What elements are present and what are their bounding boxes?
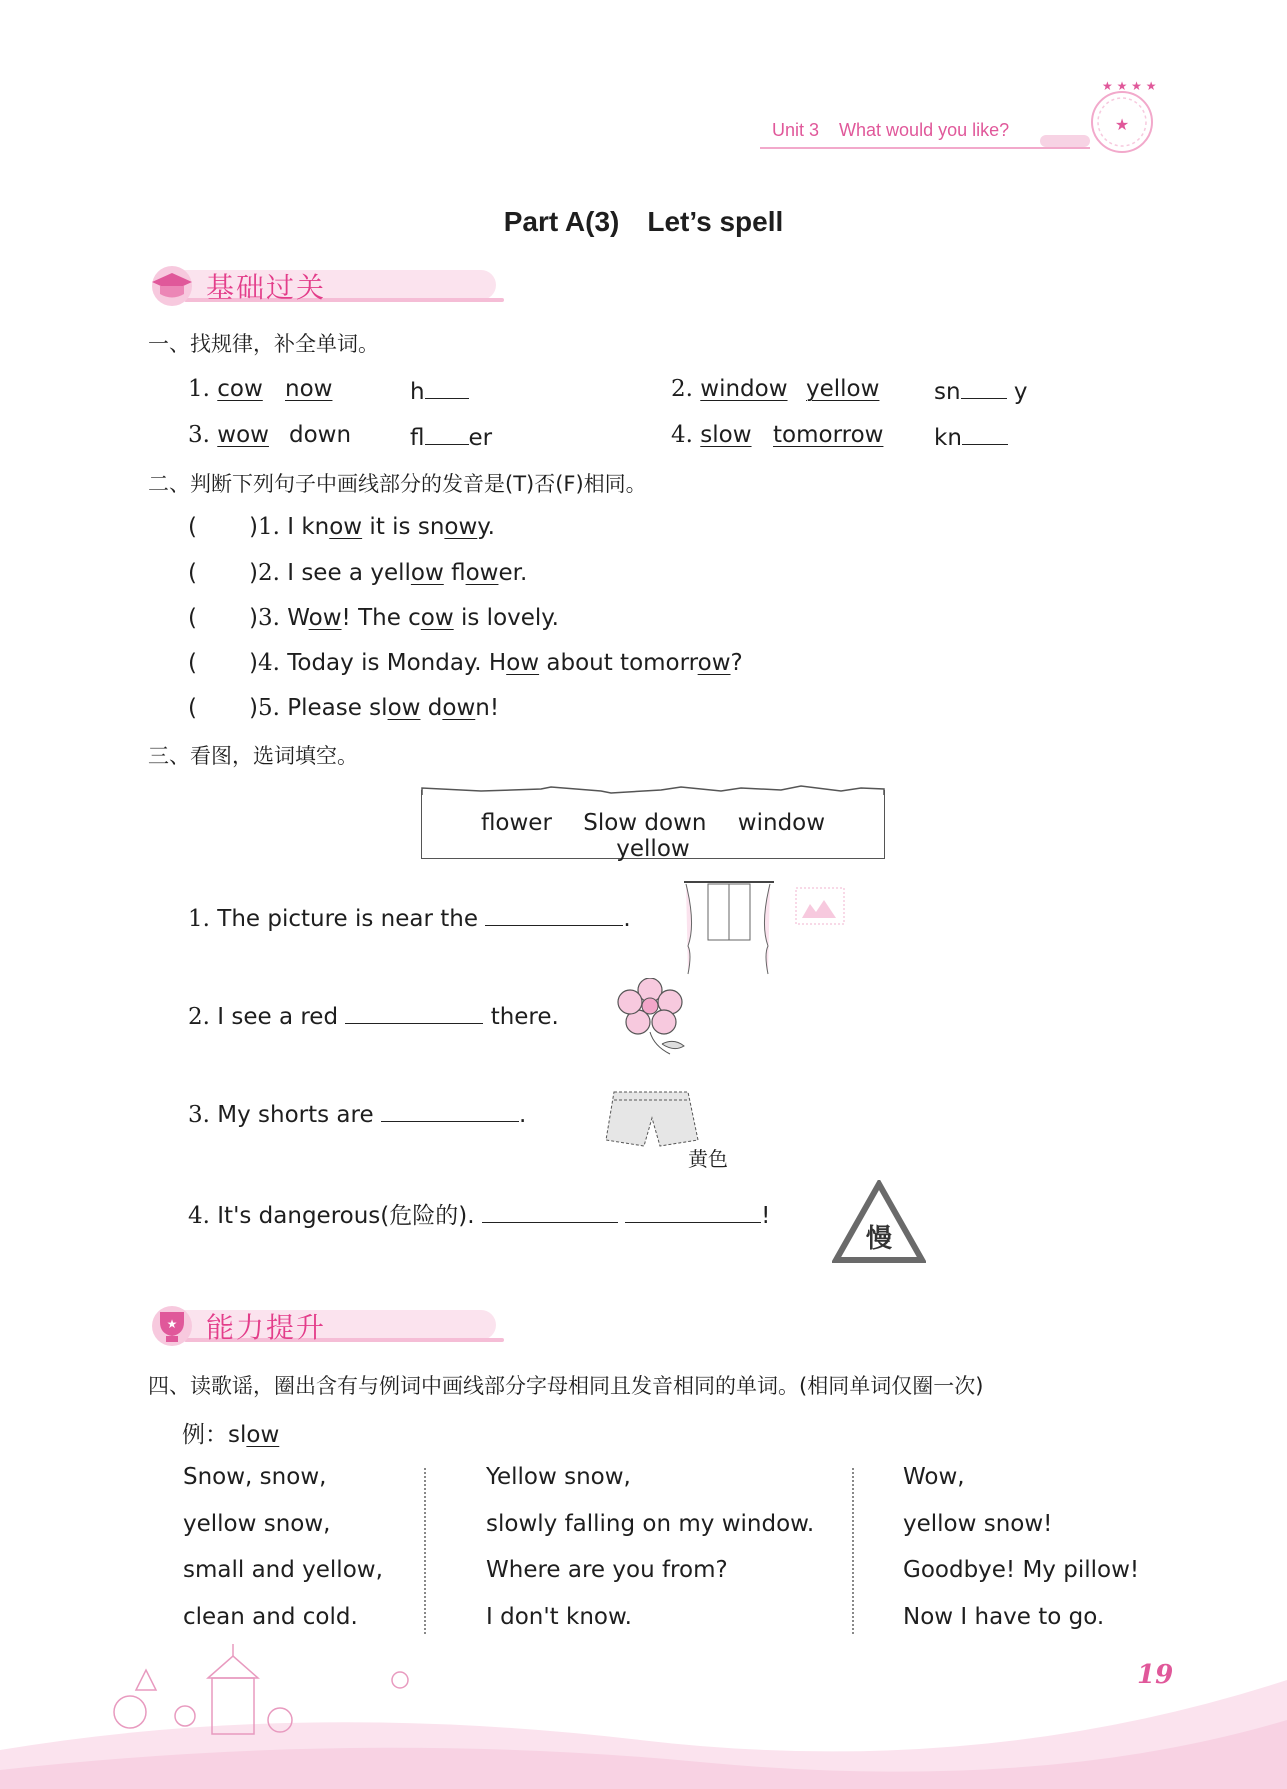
q1-row-4-num: 4. [671, 422, 693, 448]
q1-row-3-word2: down [289, 422, 352, 448]
section-title-advanced: 能力提升 [206, 1311, 327, 1344]
graduation-cap-icon [144, 262, 200, 308]
poem-line[interactable]: Yellow snow, [486, 1464, 631, 1490]
header-unit: Unit 3 [772, 120, 820, 140]
poem-divider [424, 1468, 426, 1634]
poem-column-1 [183, 1454, 383, 1640]
q1-row-2-num: 2. [671, 376, 693, 402]
q3-item-3-blank[interactable] [381, 1099, 519, 1122]
q1-row-2-stem-b: y [1013, 379, 1028, 405]
q3-item-1-end: . [623, 906, 631, 932]
q3-item-4-end: ! [761, 1203, 771, 1229]
q1-row-3-stem-b: er [468, 425, 493, 451]
answer-paren-open: ( [188, 514, 197, 540]
q2-item-5 [188, 695, 499, 721]
q2-heading: 二、判断下列句子中画线部分的发音是(T)否(F)相同。 [148, 472, 647, 496]
q2-item-4-num: 4. [257, 650, 280, 676]
q4-heading: 四、读歌谣，圈出含有与例词中画线部分字母相同且发音相同的单词。(相同单词仅圈一次) [148, 1374, 984, 1398]
q3-item-1-text: The picture is near the [217, 906, 479, 932]
q1-row-2-stem-a: sn [934, 379, 961, 405]
q2-item-2 [188, 560, 527, 586]
poem-line[interactable]: Goodbye! My pillow! [903, 1557, 1140, 1583]
poem-line[interactable]: Where are you from? [486, 1557, 728, 1583]
q1-row-3-num: 3. [188, 422, 210, 448]
word-bank-item: yellow [616, 836, 690, 862]
sentence-text: Today is Monday. H [287, 650, 507, 676]
q3-item-2-end: there. [490, 1004, 559, 1030]
q3-item-3-num: 3. [188, 1102, 210, 1128]
word-bank-item: flower [480, 810, 552, 836]
running-header [772, 120, 1009, 141]
q1-row-2-word1: window [700, 376, 788, 402]
slow-sign-text: 慢 [865, 1224, 892, 1254]
sentence-text: W [287, 605, 309, 631]
section-banner-basic [144, 262, 524, 308]
q4-example [182, 1416, 279, 1449]
footer-wave-decoration [0, 1640, 1287, 1789]
q1-row-3-stem-a: fl [410, 425, 425, 451]
q3-item-1 [188, 903, 631, 932]
q3-item-1-num: 1. [188, 906, 210, 932]
q1-row-4-word2: tomorrow [773, 422, 884, 448]
q1-row-4-stem [934, 422, 1008, 451]
poem-divider [852, 1468, 854, 1634]
q3-item-2-blank[interactable] [345, 1001, 483, 1024]
underlined-letters: ow [444, 514, 478, 540]
word-bank-item: Slow down [583, 810, 707, 836]
poem-line[interactable]: clean and cold. [183, 1603, 358, 1630]
sentence-text: n! [475, 695, 500, 721]
q1-row-2-word2: yellow [806, 376, 880, 402]
page-title: Part A(3) Let’s spell [503, 206, 784, 237]
svg-text:★: ★ [166, 1317, 178, 1331]
poem-line[interactable]: slowly falling on my window. [486, 1510, 815, 1537]
poem-column-2 [486, 1454, 814, 1640]
answer-paren-open: ( [188, 560, 197, 586]
window-curtain-icon [678, 878, 850, 976]
q1-row-3-stem [410, 422, 492, 451]
answer-paren-open: ( [188, 605, 197, 631]
word-bank [421, 790, 885, 862]
sentence-text: y. [477, 514, 495, 540]
q1-row-3 [188, 422, 269, 448]
q2-item-5-num: 5. [257, 695, 280, 721]
underlined-letters: ow [506, 650, 540, 676]
sentence-text: Please sl [287, 695, 388, 721]
svg-text:★: ★ [1114, 115, 1130, 134]
q3-item-4 [188, 1197, 770, 1230]
q1-row-1-num: 1. [188, 376, 210, 402]
q1-row-1 [188, 376, 263, 402]
q1-row-3-word1: wow [217, 422, 269, 448]
sentence-text: fl [443, 560, 466, 586]
sentence-text: I see a yell [287, 560, 411, 586]
answer-paren-close: ) [248, 695, 258, 721]
q1-row-1-stem [410, 376, 469, 405]
q1-row-4-word1: slow [700, 422, 752, 448]
underlined-letters: ow [329, 514, 363, 540]
q3-item-3-end: . [518, 1102, 527, 1128]
example-word: sl [228, 1422, 247, 1448]
q1-row-1-blank[interactable] [425, 376, 469, 399]
sentence-text: ? [730, 650, 743, 676]
trophy-icon [144, 1302, 200, 1348]
poem-line[interactable]: small and yellow, [183, 1557, 383, 1583]
underlined-letters: ow [410, 560, 444, 586]
q2-item-3-num: 3. [257, 605, 280, 631]
underlined-letters: ow [420, 605, 454, 631]
q1-heading: 一、找规律，补全单词。 [148, 332, 379, 356]
q3-item-3-text: My shorts are [217, 1102, 374, 1128]
q1-row-3-blank[interactable] [425, 422, 469, 445]
q2-item-4 [188, 650, 743, 676]
q1-row-2-blank[interactable] [961, 376, 1007, 399]
underlined-letters: ow [308, 605, 342, 631]
q2-item-2-num: 2. [257, 560, 280, 586]
q3-item-4-blank-a[interactable] [482, 1200, 618, 1223]
q1-row-4 [671, 422, 752, 448]
answer-paren-close: ) [248, 650, 258, 676]
section-title-basic: 基础过关 [206, 271, 327, 304]
q1-row-4-stem-a: kn [934, 425, 962, 451]
q3-item-2-num: 2. [188, 1004, 210, 1030]
poem-line[interactable]: yellow snow! [903, 1510, 1053, 1537]
answer-paren-close: ) [248, 605, 258, 631]
sentence-text: ! The c [341, 605, 421, 631]
q2-item-3 [188, 605, 559, 631]
underlined-letters: ow [387, 695, 421, 721]
shorts-color-label: 黄色 [688, 1147, 728, 1171]
poem-line[interactable]: yellow snow, [183, 1510, 331, 1537]
poem-line[interactable]: Wow, [903, 1464, 965, 1490]
word-bank-item: window [737, 810, 826, 836]
sentence-text: er. [498, 560, 528, 586]
q2-item-1-num: 1. [257, 514, 280, 540]
page-number: 19 [1137, 1660, 1174, 1690]
example-underline: ow [246, 1422, 280, 1448]
q2-item-1 [188, 514, 495, 540]
q3-item-4-num: 4. [188, 1203, 210, 1229]
poem-line[interactable]: Now I have to go. [903, 1603, 1105, 1630]
q1-row-1-stem-a: h [410, 379, 425, 405]
q3-item-2 [188, 1001, 559, 1030]
answer-paren-open: ( [188, 695, 197, 721]
sentence-text: about tomorr [539, 650, 698, 676]
answer-paren-close: ) [248, 560, 258, 586]
q3-item-4-text: It's dangerous(危险的). [217, 1203, 475, 1229]
underlined-letters: ow [697, 650, 731, 676]
sentence-text: is lovely. [453, 605, 559, 631]
sentence-text: I kn [287, 514, 330, 540]
section-banner-advanced [144, 1302, 524, 1348]
header-rule [760, 147, 1090, 149]
underlined-letters: ow [465, 560, 499, 586]
q1-row-4-blank[interactable] [962, 422, 1008, 445]
poem-line[interactable]: Snow, snow, [183, 1464, 327, 1490]
answer-paren-open: ( [188, 650, 197, 676]
header-title: What would you like? [839, 120, 1010, 140]
publisher-seal-icon [1082, 78, 1162, 158]
q1-row-1-word2: now [285, 376, 333, 402]
svg-text:★ ★ ★ ★: ★ ★ ★ ★ [1102, 79, 1157, 93]
q1-row-1-word1: cow [217, 376, 263, 402]
poem-line[interactable]: I don't know. [486, 1603, 632, 1630]
shorts-icon [602, 1088, 702, 1158]
sentence-text: it is sn [362, 514, 445, 540]
answer-paren-close: ) [248, 514, 258, 540]
q3-item-2-text: I see a red [217, 1004, 339, 1030]
q1-row-2-stem [934, 376, 1028, 405]
q1-row-2 [671, 376, 788, 402]
poem-column-3 [903, 1454, 1139, 1640]
q3-item-1-blank[interactable] [485, 903, 623, 926]
underlined-letters: ow [442, 695, 476, 721]
flower-icon [612, 978, 694, 1058]
sentence-text: d [420, 695, 443, 721]
example-label: 例： [182, 1422, 228, 1448]
q3-heading: 三、看图，选词填空。 [148, 744, 358, 768]
q3-item-4-blank-b[interactable] [625, 1200, 761, 1223]
q3-item-3 [188, 1099, 526, 1128]
